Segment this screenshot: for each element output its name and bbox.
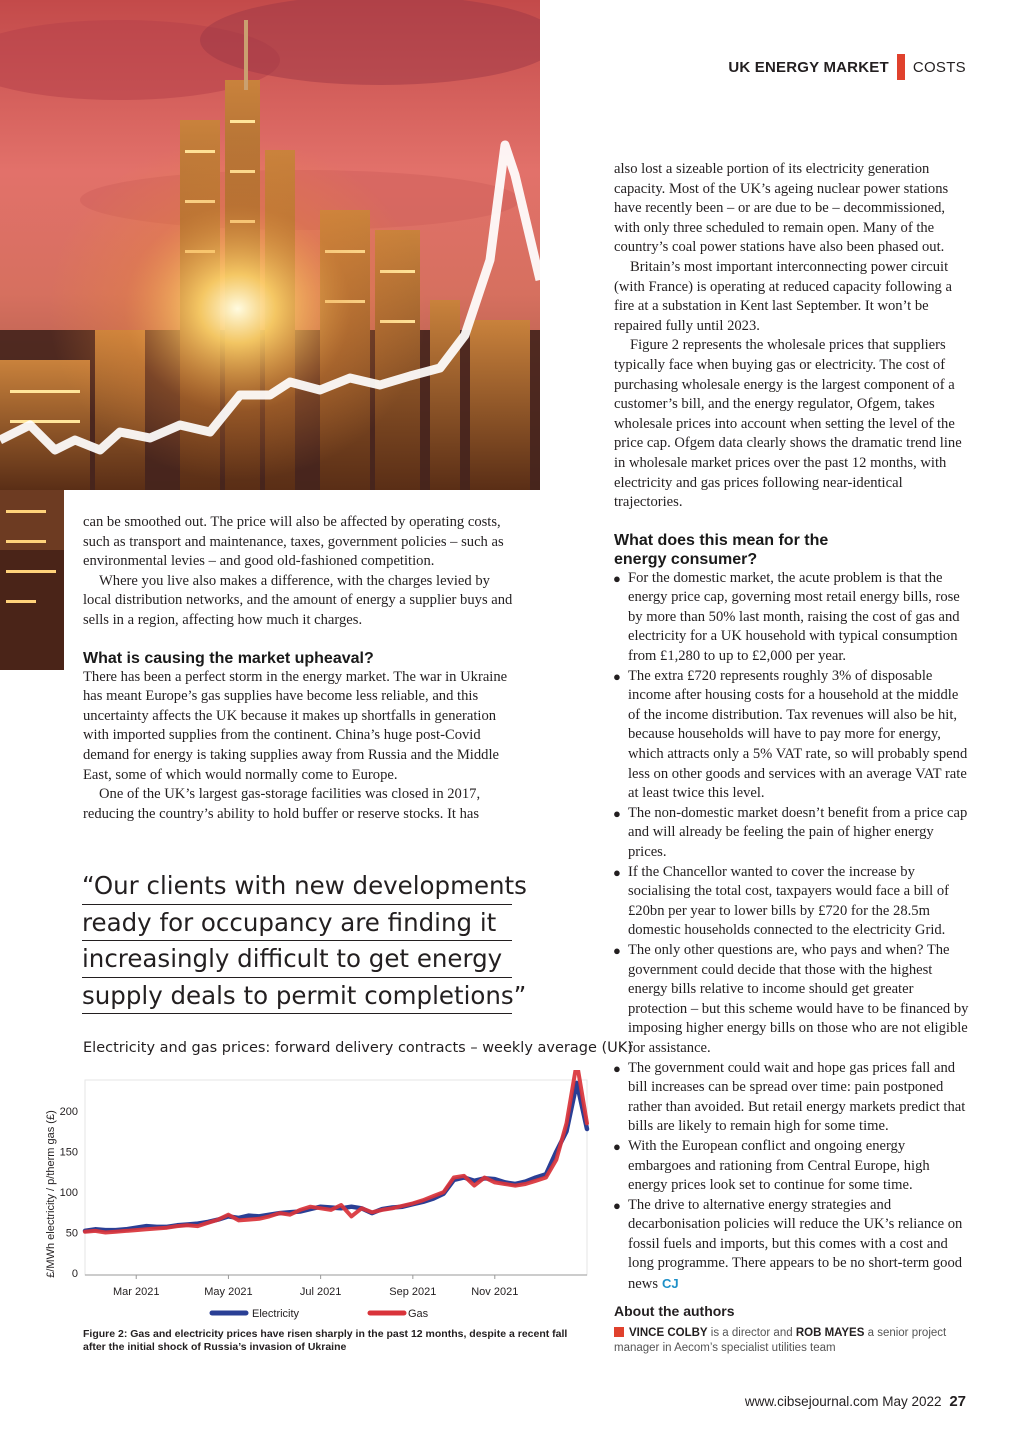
x-tick-label: Sep 2021	[389, 1286, 437, 1298]
y-axis-label: £/MWh electricity / p/therm gas (£)	[45, 1110, 57, 1278]
pull-quote-line: ready for occupancy are finding it	[82, 905, 512, 942]
footer-site: www.cibsejournal.com	[744, 1394, 879, 1409]
pull-quote-line: supply deals to permit completions”	[82, 978, 512, 1015]
bullet-list	[614, 569, 970, 1295]
plot-frame	[85, 1080, 587, 1275]
section-heading-consumer: What does this mean for the energy consumer?	[614, 531, 829, 568]
right-column	[614, 160, 970, 1295]
right-paragraph-3: Figure 2 represents the wholesale prices that suppliers typically face when buying gas or electricity. The cost of purchasing wholesale energy is the largest component of a customer’s bill, and the energy regulator, Ofgem, takes wholesale prices into account when setting the level of the price cap. Ofgem data clearly shows the dramatic trend line in wholesale market prices over the past 12 months, with electricity and gas prices following near-identical trajectories.	[614, 337, 962, 511]
pull-quote-line: “Our clients with new developments	[82, 868, 512, 905]
author-role: a senior project manager in Aecom’s specialist utilities team	[614, 1327, 947, 1354]
bullet-item	[614, 1196, 970, 1295]
hero-image-extension	[0, 490, 64, 670]
left-paragraph-4: One of the UK’s largest gas-storage facilities was closed in 2017, reducing the country’s ability to hold buffer or reserve stocks. It has	[83, 786, 481, 822]
left-paragraph-1: can be smoothed out. The price will also be affected by operating costs, such as transport and maintenance, taxes, government policies – such as environmental levies – and good old-fashioned competition.	[83, 514, 504, 570]
bullet-item: ● With the European conflict and ongoing energy embargoes and rationing from Central Europe, high energy prices look set to continue for some time.	[614, 1137, 970, 1196]
bullet-item: ● The extra £720 represents roughly 3% of disposable income after housing costs for a household at the middle of the income distribution. Tax revenues will also be hit, because households will have to pay more for energy, which attracts only a 5% VAT rate, so will probably spend less on other goods and services with an average VAT rate at least twice this level.	[614, 667, 970, 804]
page-number: 27	[949, 1393, 966, 1410]
author-role: is a director and	[707, 1327, 796, 1339]
footer-issue: May 2022	[882, 1394, 942, 1409]
x-tick-label: May 2021	[204, 1286, 253, 1298]
legend-label: Gas	[408, 1308, 429, 1320]
section-label: UK ENERGY MARKET	[728, 58, 889, 76]
red-square-icon	[614, 1327, 624, 1337]
y-tick-label: 100	[59, 1187, 78, 1200]
author-name: VINCE COLBY	[629, 1327, 708, 1339]
bullet-item: ● If the Chancellor wanted to cover the increase by socialising the total cost, taxpayers would face a bill of £20bn per year to lower bills by £720 for the 28.5m domestic households connected to the electricity Grid.	[614, 863, 970, 941]
legend-label: Electricity	[252, 1308, 300, 1320]
topic-label: COSTS	[912, 58, 966, 76]
series-line-gas	[85, 1070, 587, 1233]
about-authors-heading: About the authors	[614, 1303, 735, 1319]
end-mark: CJ	[662, 1276, 679, 1292]
right-paragraph-2: Britain’s most important interconnecting power circuit (with France) is operating at reduced capacity following a fire at a substation in Kent last September. It won’t be repaired fully until 2023.	[614, 258, 952, 334]
right-paragraph-1: also lost a sizeable portion of its electricity generation capacity. Most of the UK’s ageing nuclear power stations have recently been – or are due to be – decommissioned, with only three scheduled to remain open. Many of the country’s coal power stations have also been phased out.	[614, 161, 949, 256]
y-tick-label: 150	[59, 1146, 78, 1159]
bullet-item: ● The non-domestic market doesn’t benefit from a price cap and will already be feeling the pain of higher energy prices.	[614, 804, 970, 863]
left-paragraph-2: Where you live also makes a difference, with the charges levied by local distribution networks, and the amount of energy a supplier buys and sells in a region, affecting how much it charges.	[83, 572, 513, 628]
bullet-item: ● The only other questions are, who pays and when? The government could decide that those with the highest energy bills relative to income should get greater protection – but this scheme would have to be financed by imposing higher energy bills on those who are not eligible for assistance.	[614, 941, 970, 1059]
figure-caption: Figure 2: Gas and electricity prices have risen sharply in the past 12 months, despite a recent fall after the initial shock of Russia’s invasion of Ukraine	[83, 1328, 568, 1353]
bullet-item: ● The government could wait and hope gas prices fall and bill increases can be spread over time: pain postponed rather than avoided. But retail energy markets predict that bills are likely to remain high for some time.	[614, 1059, 970, 1137]
section-heading-upheaval: What is causing the market upheaval?	[83, 649, 374, 667]
page-header	[728, 54, 966, 80]
page-footer	[745, 1393, 966, 1410]
x-tick-label: Jul 2021	[299, 1286, 342, 1298]
bullet-text: The drive to alternative energy strategies and decarbonisation policies will reduce the UK’s reliance on fossil fuels and imports, but this comes with a cost and long programme. There appears to be no short-term good news	[628, 1196, 963, 1293]
pull-quote	[82, 868, 527, 1014]
header-divider	[897, 54, 905, 80]
chart-title: Electricity and gas prices: forward delivery contracts – weekly average (UK)	[83, 1040, 633, 1056]
bullet-item: ● For the domestic market, the acute problem is that the energy price cap, governing most retail energy bills, rose by more than 50% last month, raising the cost of gas and electricity for a UK household with typical consumption from £1,280 to up to £2,000 per year.	[614, 569, 970, 667]
refinery-photo-icon	[0, 0, 540, 490]
y-tick-label: 200	[59, 1106, 78, 1119]
left-paragraph-3: There has been a perfect storm in the energy market. The war in Ukraine has meant Europe’s gas supplies have become less reliable, and this uncertainty affects the UK because it makes up shortfalls in generation with imported supplies from the continent. China’s huge post-Covid demand for energy is taking supplies away from Russia and the Middle East, some of which would normally come to Europe.	[83, 668, 508, 783]
hero-image	[0, 0, 540, 490]
x-tick-label: Nov 2021	[471, 1286, 519, 1298]
price-line-chart	[40, 1070, 600, 1326]
author-name: ROB MAYES	[795, 1327, 865, 1339]
y-tick-label: 50	[65, 1227, 78, 1240]
pull-quote-line: increasingly difficult to get energy	[82, 941, 512, 978]
y-tick-label: 0	[71, 1268, 78, 1280]
about-authors-text	[614, 1326, 974, 1356]
x-tick-label: Mar 2021	[112, 1286, 160, 1298]
left-column	[83, 513, 513, 824]
refinery-photo-edge-icon	[0, 490, 64, 670]
